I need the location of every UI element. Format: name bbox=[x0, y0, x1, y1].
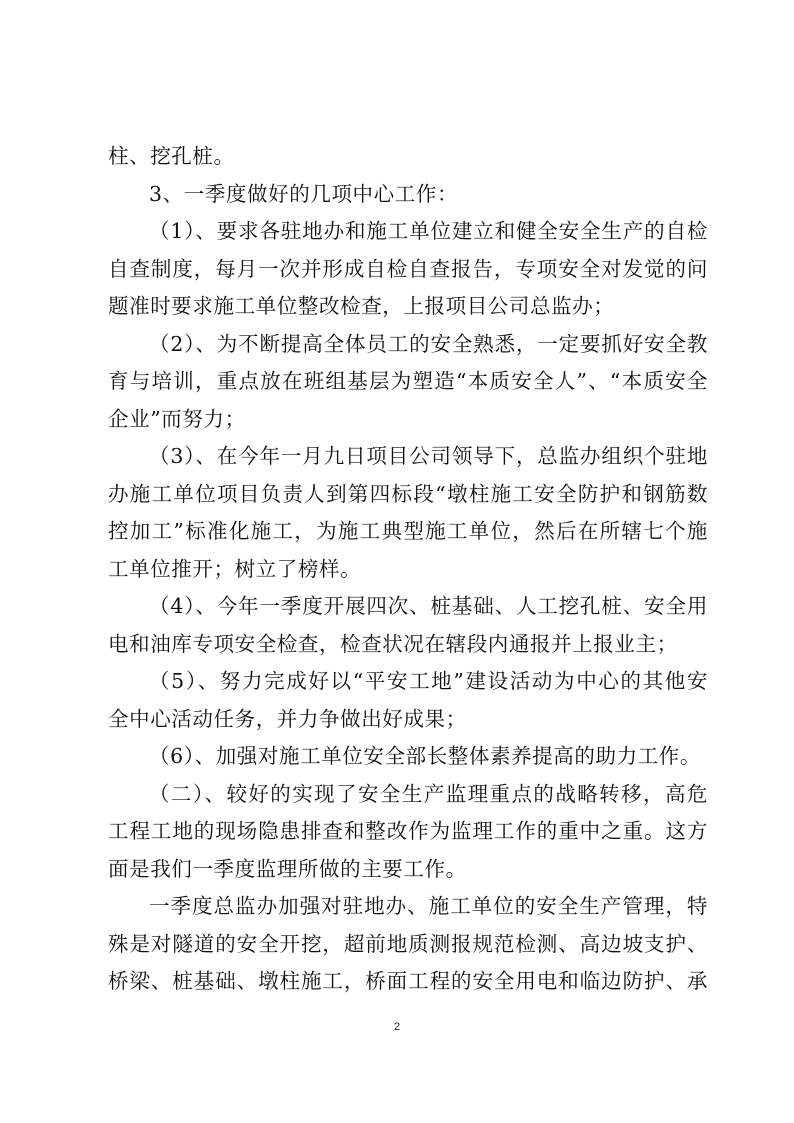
text-line: 全中心活动任务，并力争做出好成果； bbox=[108, 706, 467, 731]
text-line: 柱、挖孔桩。 bbox=[108, 144, 235, 168]
page-number: 2 bbox=[393, 1021, 401, 1033]
text-line: （5）、努力完成好以“平安工地”建设活动为中心的其他安 bbox=[149, 669, 708, 693]
text-line: 企业”而努力； bbox=[108, 406, 246, 431]
text-line: （4）、今年一季度开展四次、桩基础、人工挖孔桩、安全用 bbox=[149, 594, 708, 618]
text-line: 办施工单位项目负责人到第四标段“墩柱施工安全防护和钢筋数 bbox=[108, 481, 708, 506]
text-line: 一季度总监办加强对驻地办、施工单位的安全生产管理，特 bbox=[149, 894, 708, 918]
text-line: 面是我们一季度监理所做的主要工作。 bbox=[108, 856, 467, 881]
text-line: 控加工”标准化施工，为施工典型施工单位，然后在所辖七个施 bbox=[108, 519, 708, 543]
text-line: （2）、为不断提高全体员工的安全熟悉，一定要抓好安全教 bbox=[149, 331, 708, 356]
text-line: 殊是对隧道的安全开挖，超前地质测报规范检测、高边坡支护、 bbox=[108, 931, 708, 956]
text-line: 育与培训，重点放在班组基层为塑造“本质安全人”、“本质安全 bbox=[108, 369, 708, 393]
text-line: 桥梁、桩基础、墩柱施工，桥面工程的安全用电和临边防护、承 bbox=[108, 969, 708, 993]
text-line: 自查制度，每月一次并形成自检自查报告，专项安全对发觉的问 bbox=[108, 256, 708, 281]
text-line: 电和油库专项安全检查，检查状况在辖段内通报并上报业主； bbox=[108, 631, 678, 656]
text-line: 题准时要求施工单位整改检查，上报项目公司总监办； bbox=[108, 294, 615, 318]
text-line: （3）、在今年一月九日项目公司领导下，总监办组织个驻地 bbox=[149, 444, 708, 468]
text-line: （1）、要求各驻地办和施工单位建立和健全安全生产的自检 bbox=[149, 219, 708, 243]
text-line: （6）、加强对施工单位安全部长整体素养提高的助力工作。 bbox=[149, 744, 701, 768]
text-line: 3、一季度做好的几项中心工作： bbox=[149, 181, 459, 206]
body-text bbox=[108, 138, 708, 1001]
text-line: 工程工地的现场隐患排查和整改作为监理工作的重中之重。这方 bbox=[108, 819, 708, 843]
text-line: （二）、较好的实现了安全生产监理重点的战略转移，高危 bbox=[149, 781, 708, 806]
text-line: 工单位推开；树立了榜样。 bbox=[108, 556, 362, 581]
